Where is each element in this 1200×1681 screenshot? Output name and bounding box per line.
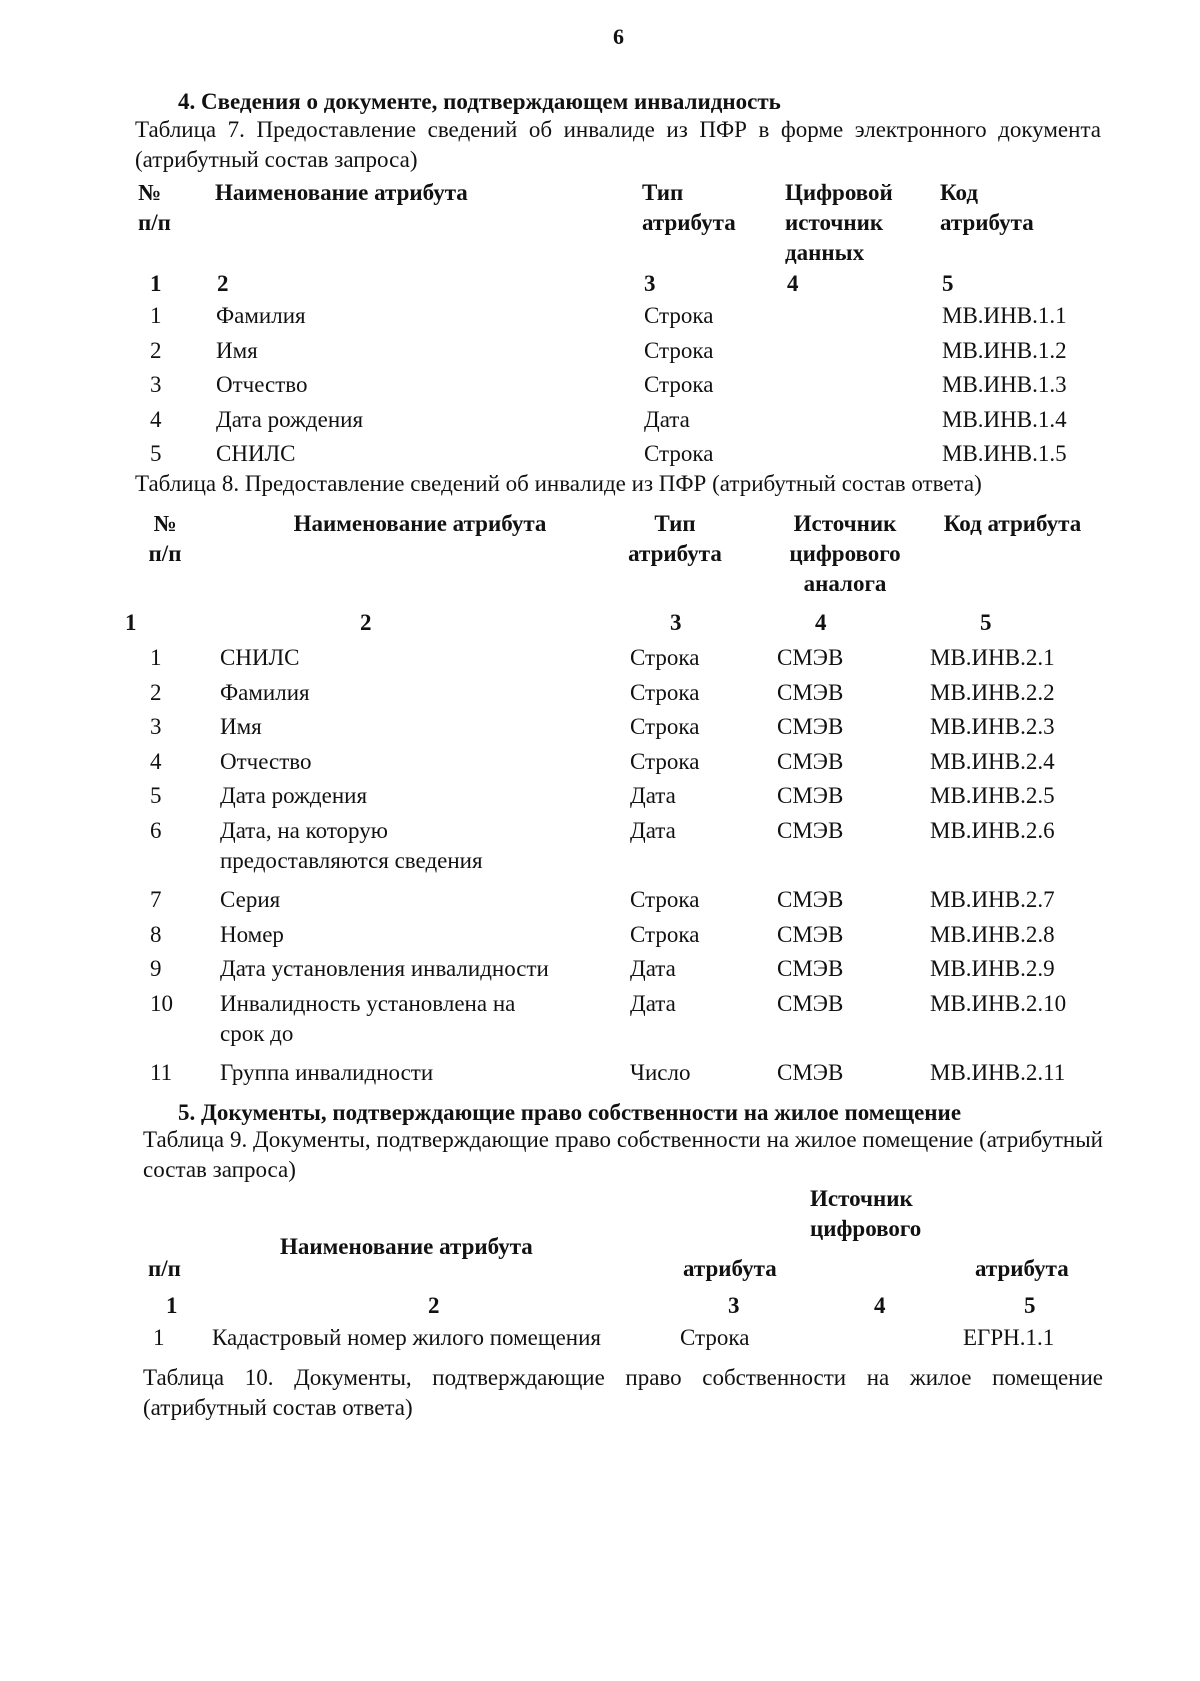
header-cell: Цифровой источник данных xyxy=(785,180,893,265)
header-cell: № п/п xyxy=(148,511,182,566)
table-cell: СМЭВ xyxy=(777,887,844,913)
table-cell: 3 xyxy=(150,372,162,397)
table-cell: МВ.ИНВ.1.3 xyxy=(942,372,1067,397)
header-cell: Наименование атрибута xyxy=(280,1234,533,1259)
table-cell: Отчество xyxy=(216,372,308,397)
table-cell: СМЭВ xyxy=(777,956,844,982)
table-cell: МВ.ИНВ.2.1 xyxy=(930,645,1055,670)
column-number: 3 xyxy=(728,1293,740,1318)
table-cell: 5 xyxy=(150,441,162,466)
table-cell: 6 xyxy=(150,818,162,843)
column-number: 4 xyxy=(815,610,827,635)
table-cell: СНИЛС xyxy=(220,645,300,670)
table-cell: 2 xyxy=(150,679,162,705)
table-cell: ЕГРН.1.1 xyxy=(963,1325,1055,1350)
table-cell: Дата xyxy=(630,783,676,809)
table-cell: Строка xyxy=(644,337,714,363)
table-cell: МВ.ИНВ.2.9 xyxy=(930,956,1055,982)
column-number: 2 xyxy=(428,1293,440,1318)
table-cell: МВ.ИНВ.1.4 xyxy=(942,406,1067,432)
table-cell: Кадастровый номер жилого помещения xyxy=(212,1325,601,1350)
table-cell: МВ.ИНВ.2.5 xyxy=(930,783,1055,809)
table-cell: 4 xyxy=(150,748,162,774)
table-cell: 1 xyxy=(153,1325,165,1350)
table-cell: Строка xyxy=(644,372,714,397)
column-number: 2 xyxy=(360,610,372,635)
table-cell: СМЭВ xyxy=(777,921,844,947)
section-4-heading: 4. Сведения о документе, подтверждающем инвалидность xyxy=(178,89,781,114)
table-cell: Инвалидность установлена на срок до xyxy=(220,991,516,1046)
table-cell: Строка xyxy=(680,1325,750,1350)
page-number: 6 xyxy=(613,24,624,49)
column-number: 1 xyxy=(125,610,137,635)
table-cell: СМЭВ xyxy=(777,645,844,670)
table-cell: Дата xyxy=(630,956,676,982)
table-cell: МВ.ИНВ.2.2 xyxy=(930,679,1055,705)
table-cell: МВ.ИНВ.2.6 xyxy=(930,818,1055,843)
table-cell: СМЭВ xyxy=(777,783,844,809)
table-7-caption: Таблица 7. Предоставление сведений об инвалиде из ПФР в форме электронного документа (атрибутный состав запроса) xyxy=(135,117,1101,172)
table-cell: Имя xyxy=(220,714,262,740)
table-cell: Дата xyxy=(630,991,676,1016)
header-cell: п/п xyxy=(148,1256,181,1281)
table-9-caption: Таблица 9. Документы, подтверждающие право собственности на жилое помещение (атрибутный состав запроса) xyxy=(143,1127,1103,1182)
table-cell: 7 xyxy=(150,887,162,913)
header-cell: атрибута xyxy=(683,1256,777,1281)
header-cell: Источник цифрового аналога xyxy=(789,511,901,596)
table-cell: МВ.ИНВ.1.1 xyxy=(942,303,1067,328)
table-cell: МВ.ИНВ.2.8 xyxy=(930,921,1055,947)
header-cell: Наименование атрибута xyxy=(293,511,547,536)
table-cell: МВ.ИНВ.2.7 xyxy=(930,887,1055,913)
table-cell: Строка xyxy=(630,887,700,913)
header-cell: атрибута xyxy=(975,1256,1069,1281)
column-number: 1 xyxy=(150,271,162,296)
table-cell: СМЭВ xyxy=(777,818,844,843)
table-cell: СМЭВ xyxy=(777,714,844,740)
table-cell: Строка xyxy=(630,921,700,947)
column-number: 4 xyxy=(787,271,799,296)
table-cell: СМЭВ xyxy=(777,1060,844,1086)
table-cell: 2 xyxy=(150,337,162,363)
table-cell: Группа инвалидности xyxy=(220,1060,434,1086)
header-cell: Код атрибута xyxy=(940,180,1034,235)
table-cell: Фамилия xyxy=(220,679,310,705)
table-cell: Дата xyxy=(630,818,676,843)
table-cell: МВ.ИНВ.2.10 xyxy=(930,991,1067,1016)
table-cell: Число xyxy=(630,1060,691,1086)
table-cell: Фамилия xyxy=(216,303,306,328)
table-cell: Отчество xyxy=(220,748,312,774)
section-5-heading: 5. Документы, подтверждающие право собственности на жилое помещение xyxy=(178,1100,962,1125)
table-cell: 3 xyxy=(150,714,162,740)
table-cell: Номер xyxy=(220,921,284,947)
table-cell: 1 xyxy=(150,303,162,328)
column-number: 3 xyxy=(644,271,656,296)
table-cell: Строка xyxy=(630,714,700,740)
table-cell: МВ.ИНВ.2.4 xyxy=(930,748,1055,774)
header-cell: № п/п xyxy=(138,180,171,235)
table-cell: Строка xyxy=(644,441,714,466)
table-cell: МВ.ИНВ.1.5 xyxy=(942,441,1067,466)
table-cell: 4 xyxy=(150,406,162,432)
table-cell: МВ.ИНВ.1.2 xyxy=(942,337,1067,363)
table-cell: 10 xyxy=(150,991,173,1016)
column-number: 1 xyxy=(166,1293,178,1318)
table-cell: Дата установления инвалидности xyxy=(220,956,549,982)
column-number: 3 xyxy=(670,610,682,635)
table-cell: Дата, на которую предоставляются сведения xyxy=(220,818,483,873)
column-number: 5 xyxy=(980,610,992,635)
header-cell: Источник цифрового xyxy=(810,1186,922,1241)
header-cell: Код атрибута xyxy=(943,511,1082,536)
table-cell: Дата xyxy=(644,406,690,432)
header-cell: Тип атрибута xyxy=(628,511,722,566)
column-number: 4 xyxy=(874,1293,886,1318)
table-cell: СМЭВ xyxy=(777,991,844,1016)
table-cell: СНИЛС xyxy=(216,441,296,466)
table-cell: Дата рождения xyxy=(220,783,368,809)
column-number: 2 xyxy=(217,271,229,296)
column-number: 5 xyxy=(1024,1293,1036,1318)
table-cell: МВ.ИНВ.2.3 xyxy=(930,714,1055,740)
table-cell: Серия xyxy=(220,887,281,913)
table-cell: Строка xyxy=(630,679,700,705)
table-cell: МВ.ИНВ.2.11 xyxy=(930,1060,1066,1086)
table-cell: 9 xyxy=(150,956,162,982)
table-cell: СМЭВ xyxy=(777,679,844,705)
table-cell: 5 xyxy=(150,783,162,809)
table-8-caption: Таблица 8. Предоставление сведений об инвалиде из ПФР (атрибутный состав ответа) xyxy=(135,471,982,496)
table-cell: Имя xyxy=(216,337,258,363)
header-cell: Тип атрибута xyxy=(642,180,736,235)
table-cell: 8 xyxy=(150,921,162,947)
column-number: 5 xyxy=(942,271,954,296)
table-cell: 1 xyxy=(150,645,162,670)
table-cell: Дата рождения xyxy=(216,406,364,432)
table-10-caption: Таблица 10. Документы, подтверждающие право собственности на жилое помещение (атрибутный состав ответа) xyxy=(143,1365,1103,1420)
table-cell: Строка xyxy=(630,645,700,670)
table-cell: Строка xyxy=(644,303,714,328)
table-cell: 11 xyxy=(150,1060,173,1086)
header-cell: Наименование атрибута xyxy=(215,180,468,205)
table-cell: СМЭВ xyxy=(777,748,844,774)
table-cell: Строка xyxy=(630,748,700,774)
